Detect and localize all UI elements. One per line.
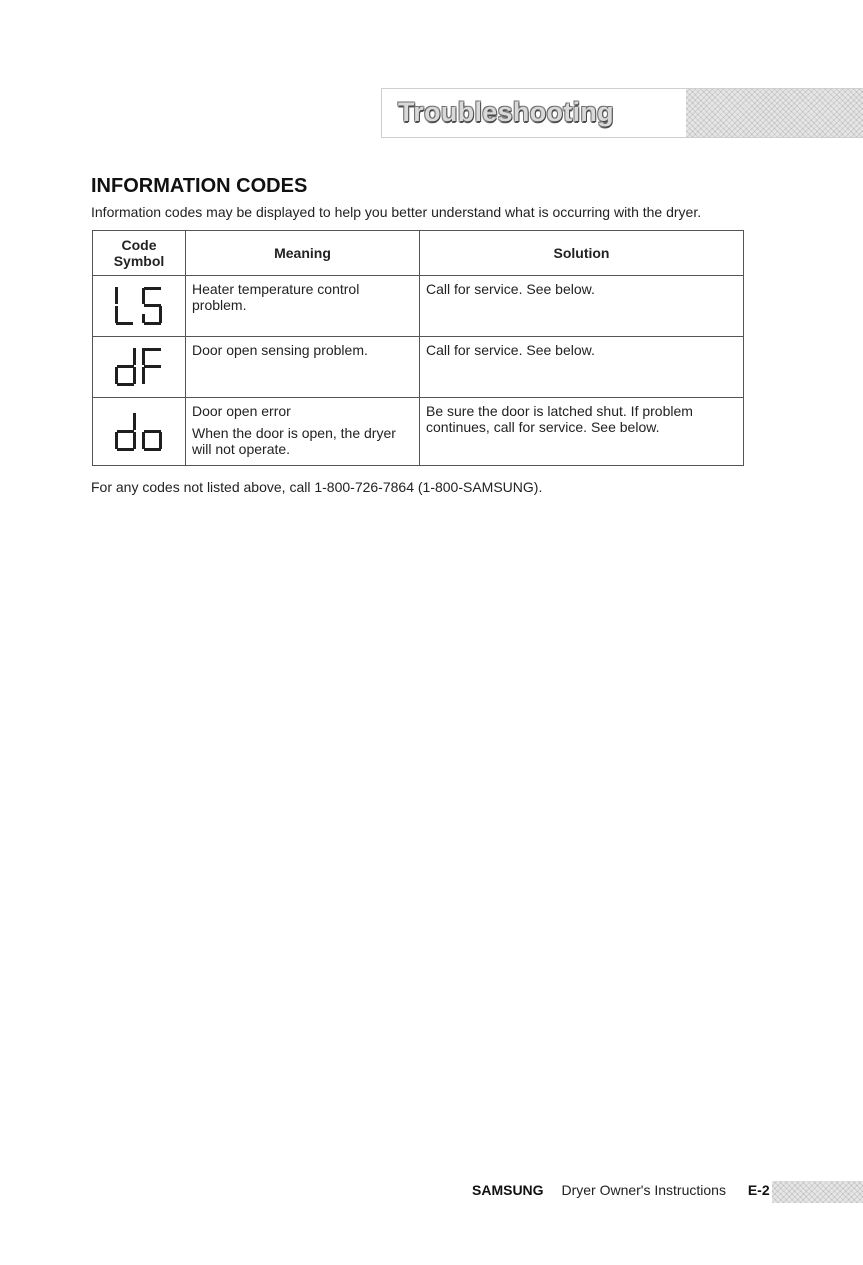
footer-doc-title: Dryer Owner's Instructions <box>561 1182 726 1198</box>
code-df-glyph <box>113 347 165 387</box>
meaning-text: Door open sensing problem. <box>192 342 368 358</box>
header-code-line2: Symbol <box>113 253 165 269</box>
meaning-detail: When the door is open, the dryer will not operate. <box>192 425 396 457</box>
information-codes-table <box>92 230 744 466</box>
solution-cell: Call for service. See below. <box>420 337 744 398</box>
code-ts-glyph <box>113 286 165 326</box>
meaning-text: Door open error <box>192 403 291 419</box>
meaning-text: Heater temperature control problem. <box>192 281 360 313</box>
intro-text: Information codes may be displayed to help you better understand what is occurring with the dryer. <box>91 204 702 220</box>
code-do-glyph <box>113 412 165 452</box>
page-footer <box>472 1182 770 1198</box>
header-solution: Solution <box>420 231 744 276</box>
header-code-line1: Code <box>121 237 157 253</box>
meaning-cell <box>186 276 420 337</box>
table-row <box>93 337 744 398</box>
footer-brand: SAMSUNG <box>472 1182 544 1198</box>
solution-cell: Be sure the door is latched shut. If problem continues, call for service. See below. <box>420 398 744 466</box>
code-symbol-do <box>93 398 186 466</box>
header-meaning: Meaning <box>186 231 420 276</box>
header-title: Troubleshooting <box>398 97 614 127</box>
footnote: For any codes not listed above, call 1-800-726-7864 (1-800-SAMSUNG). <box>91 479 543 495</box>
solution-cell: Call for service. See below. <box>420 276 744 337</box>
meaning-cell <box>186 398 420 466</box>
code-symbol-ts <box>93 276 186 337</box>
section-title: INFORMATION CODES <box>91 175 308 197</box>
table-header-row <box>93 231 744 276</box>
table-row <box>93 276 744 337</box>
code-symbol-df <box>93 337 186 398</box>
header-banner <box>381 88 863 138</box>
footer-pattern <box>772 1181 863 1203</box>
page-number: E-2 <box>747 1182 770 1198</box>
header-code-symbol <box>93 231 186 276</box>
meaning-cell <box>186 337 420 398</box>
table-row <box>93 398 744 466</box>
header-pattern <box>686 89 863 137</box>
